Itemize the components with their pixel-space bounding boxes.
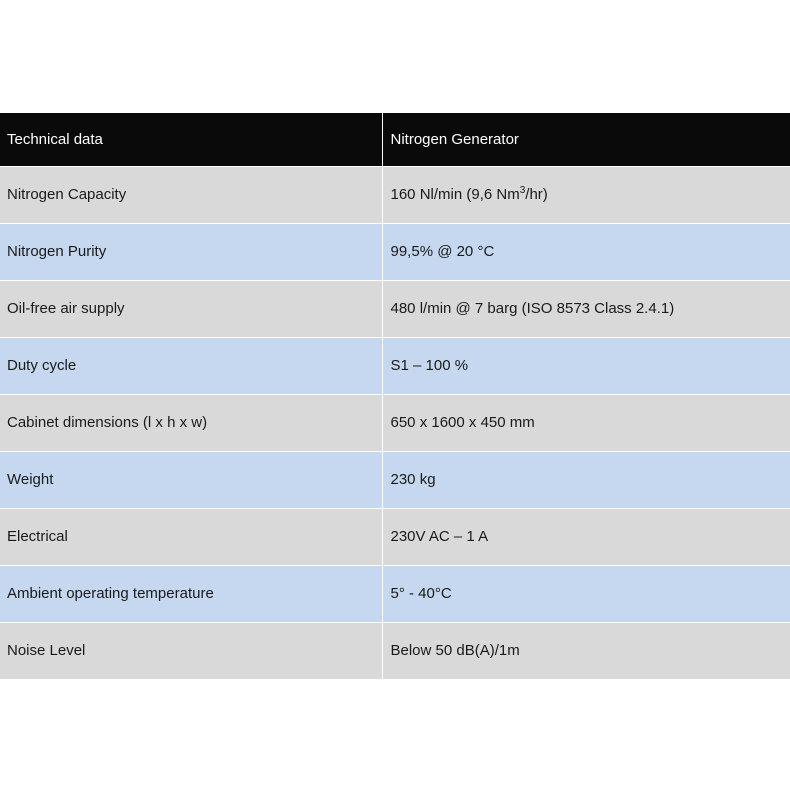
table-row bbox=[0, 223, 790, 280]
row-value: 480 l/min @ 7 barg (ISO 8573 Class 2.4.1) bbox=[382, 280, 790, 337]
row-label: Duty cycle bbox=[0, 337, 382, 394]
row-label: Nitrogen Purity bbox=[0, 223, 382, 280]
header-technical-data: Technical data bbox=[7, 130, 103, 148]
row-label: Oil-free air supply bbox=[0, 280, 382, 337]
row-label: Ambient operating temperature bbox=[0, 565, 382, 622]
row-value: 230 kg bbox=[382, 451, 790, 508]
table-row bbox=[0, 565, 790, 622]
header-nitrogen-generator: Nitrogen Generator bbox=[382, 113, 790, 166]
table-row bbox=[0, 337, 790, 394]
row-value bbox=[382, 166, 790, 223]
row-value: 5° - 40°C bbox=[382, 565, 790, 622]
row-value: 230V AC – 1 A bbox=[382, 508, 790, 565]
row-label: Weight bbox=[0, 451, 382, 508]
technical-data-table bbox=[0, 113, 790, 679]
value-text: 160 Nl/min (9,6 Nm bbox=[390, 186, 520, 203]
value-text-end: /hr) bbox=[525, 186, 548, 203]
table-row bbox=[0, 280, 790, 337]
row-label: Electrical bbox=[0, 508, 382, 565]
table-row bbox=[0, 451, 790, 508]
superscript: 3 bbox=[519, 185, 526, 196]
row-value: 650 x 1600 x 450 mm bbox=[382, 394, 790, 451]
table-row bbox=[0, 622, 790, 679]
table-row bbox=[0, 508, 790, 565]
row-value: Below 50 dB(A)/1m bbox=[382, 622, 790, 679]
table-row bbox=[0, 394, 790, 451]
row-label: Cabinet dimensions (l x h x w) bbox=[0, 394, 382, 451]
table-row bbox=[0, 166, 790, 223]
row-label: Nitrogen Capacity bbox=[0, 166, 382, 223]
row-label: Noise Level bbox=[0, 622, 382, 679]
table-header-row bbox=[0, 113, 790, 166]
row-value: S1 – 100 % bbox=[382, 337, 790, 394]
row-value: 99,5% @ 20 °C bbox=[382, 223, 790, 280]
